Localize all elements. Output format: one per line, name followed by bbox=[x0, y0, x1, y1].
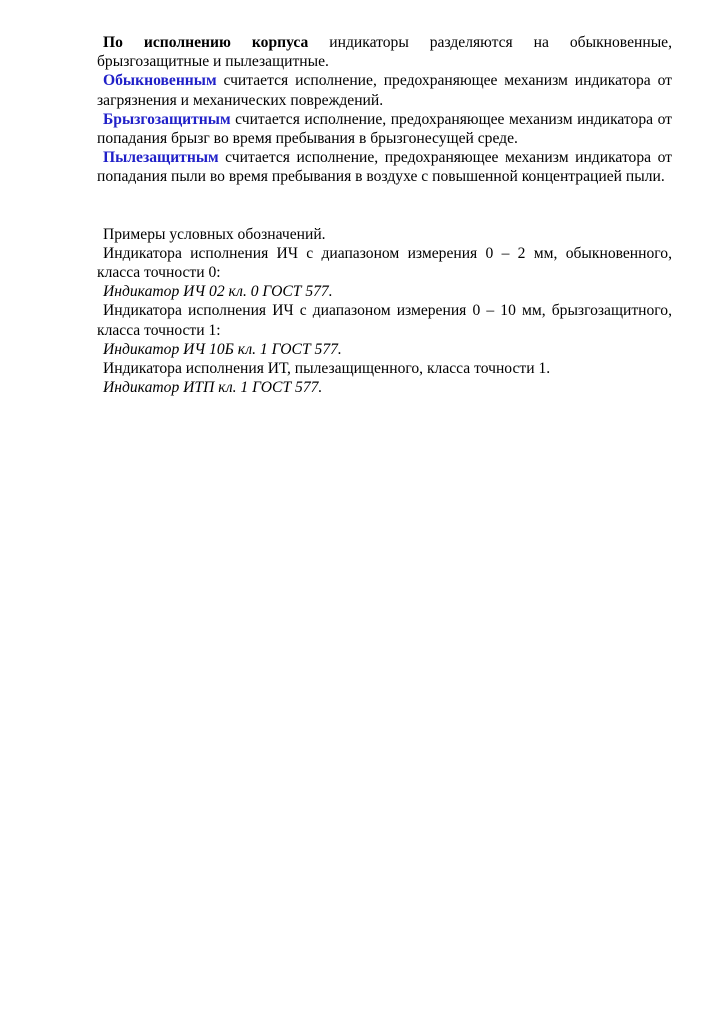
document-body bbox=[97, 33, 672, 397]
spacer bbox=[97, 187, 672, 225]
term-splashproof: Брызгозащитным bbox=[103, 110, 231, 128]
term-housing-design: По исполнению корпуса bbox=[103, 34, 309, 51]
paragraph-text: считается исполнение, предохраняющее механизм индикатора от попадания пыли во время пребывания в воздухе с повышенной концентрацией пыли. bbox=[97, 149, 672, 186]
example-2-text: Индикатора исполнения ИЧ с диапазоном измерения 0 – 10 мм, брызгозащитного, класса точности 1: bbox=[97, 302, 672, 339]
example-3-text: Индикатора исполнения ИТ, пылезащищенного, класса точности 1. bbox=[103, 360, 551, 378]
example-2-designation: Индикатор ИЧ 10Б кл. 1 ГОСТ 577. bbox=[103, 340, 342, 358]
paragraph-text: считается исполнение, предохраняющее механизм индикатора от попадания брызг во время пребывания в брызгонесущей среде. bbox=[97, 110, 672, 148]
term-ordinary: Обыкновенным bbox=[103, 72, 217, 90]
paragraph-text: считается исполнение, предохраняющее механизм индикатора от загрязнения и механических повреждений. bbox=[97, 72, 672, 109]
paragraph-splashproof bbox=[97, 110, 672, 148]
paragraph-ordinary bbox=[97, 71, 672, 109]
paragraph-dustproof bbox=[97, 148, 672, 186]
example-1-designation: Индикатор ИЧ 02 кл. 0 ГОСТ 577. bbox=[103, 283, 333, 301]
example-3-designation: Индикатор ИТП кл. 1 ГОСТ 577. bbox=[103, 379, 323, 397]
examples-heading: Примеры условных обозначений. bbox=[103, 225, 326, 243]
example-1-text: Индикатора исполнения ИЧ с диапазоном измерения 0 – 2 мм, обыкновенного, класса точности 0: bbox=[97, 244, 672, 282]
paragraph-text: индикаторы разделяются на обыкновенные, брызгозащитные и пылезащитные. bbox=[97, 34, 672, 71]
paragraph-housing-types bbox=[97, 33, 672, 71]
term-dustproof: Пылезащитным bbox=[103, 149, 219, 167]
